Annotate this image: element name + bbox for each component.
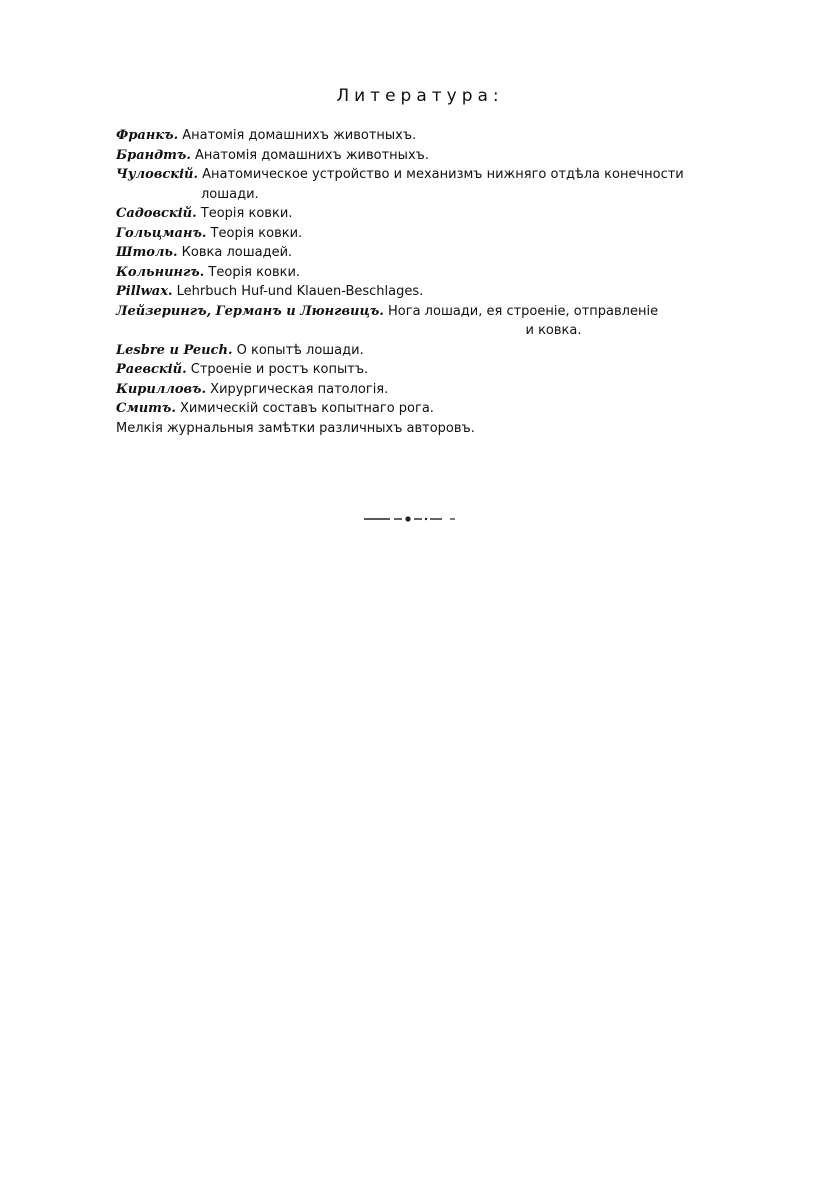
reference-item	[116, 360, 706, 380]
decorative-divider	[360, 512, 460, 526]
reference-author: Садовскій.	[116, 206, 197, 221]
reference-item	[116, 224, 706, 244]
reference-author: Lesbre и Peuch.	[116, 342, 233, 358]
reference-title: Теорія ковки.	[206, 225, 303, 241]
reference-item	[116, 146, 706, 166]
reference-item	[116, 380, 706, 400]
reference-item	[116, 165, 706, 204]
reference-title: Мелкія журнальныя замѣтки различныхъ авторовъ.	[116, 420, 475, 436]
reference-author: Кирилловъ.	[116, 381, 207, 397]
reference-author: Гольцманъ.	[116, 225, 207, 241]
reference-list	[116, 126, 706, 438]
reference-title: Ковка лошадей.	[177, 245, 293, 260]
reference-item	[116, 419, 706, 439]
reference-author: Кольнингъ.	[116, 264, 205, 280]
reference-item	[116, 399, 706, 419]
reference-author: Брандтъ.	[116, 147, 191, 163]
reference-author: Pillwax.	[116, 284, 173, 299]
reference-item	[116, 302, 706, 341]
reference-title: Теорія ковки.	[196, 206, 293, 221]
reference-title: Нога лошади, ея строеніе, отправленіе	[383, 303, 659, 319]
reference-item	[116, 341, 706, 361]
reference-title: Хирургическая патологія.	[206, 381, 389, 397]
reference-author: Штоль.	[116, 245, 178, 260]
reference-item	[116, 282, 706, 302]
reference-author: Чуловскій.	[116, 167, 198, 182]
reference-title: Теорія ковки.	[204, 264, 301, 280]
reference-author: Франкъ.	[116, 128, 179, 143]
reference-title: Строеніе и ростъ копытъ.	[186, 362, 369, 377]
reference-title: Lehrbuch Huf-und Klauen-Beschlages.	[172, 284, 424, 299]
reference-item	[116, 243, 706, 263]
reference-title: Анатомія домашнихъ животныхъ.	[190, 147, 429, 163]
reference-title: Химическій составъ копытнаго рога.	[175, 401, 434, 416]
reference-item	[116, 126, 706, 146]
reference-title: Анатомія домашнихъ животныхъ.	[178, 128, 417, 143]
reference-title: О копытѣ лошади.	[232, 342, 364, 358]
reference-author: Раевскій.	[116, 362, 187, 377]
reference-item	[116, 204, 706, 224]
page-title: Литература:	[336, 86, 504, 106]
reference-author: Лейзерингъ, Германъ и Люнгвицъ.	[116, 303, 384, 319]
reference-title: Анатомическое устройство и механизмъ нижняго отдѣла конечности лошади.	[198, 167, 684, 202]
reference-title-continuation: и ковка.	[525, 323, 582, 338]
reference-author: Смитъ.	[116, 401, 176, 416]
reference-item	[116, 263, 706, 283]
